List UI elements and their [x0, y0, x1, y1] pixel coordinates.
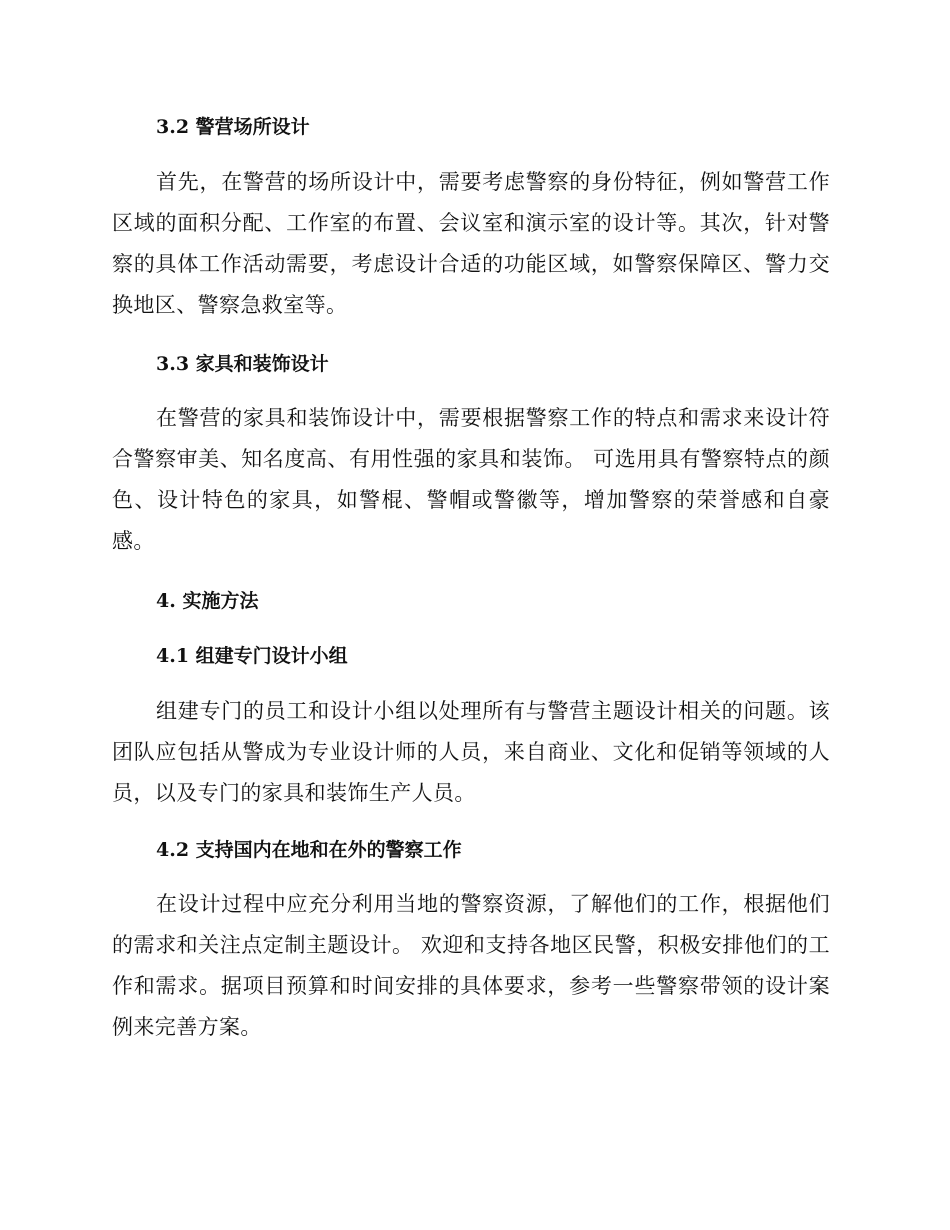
section-heading-4-1: 4.1 组建专门设计小组: [156, 645, 348, 667]
section-heading-4: 4. 实施方法: [156, 590, 259, 612]
section-paragraph-4-1: 组建专门的员工和设计小组以处理所有与警营主题设计相关的问题。该团队应包括从警成为专业设计师的人员，来自商业、文化和促销等领域的人员，以及专门的家具和装饰生产人员。: [112, 699, 830, 805]
section-paragraph-4-2: 在设计过程中应充分利用当地的警察资源，了解他们的工作，根据他们的需求和关注点定制主题设计。 欢迎和支持各地区民警，积极安排他们的工作和需求。据项目预算和时间安排的具体要求，参考一些警察带领的设计案例来完善方案。: [112, 892, 830, 1039]
section-paragraph-3-2: 首先，在警营的场所设计中，需要考虑警察的身份特征，例如警营工作区域的面积分配、工作室的布置、会议室和演示室的设计等。其次，针对警察的具体工作活动需要，考虑设计合适的功能区域，如警察保障区、警力交换地区、警察急救室等。: [112, 170, 830, 317]
section-heading-3-2: 3.2 警营场所设计: [156, 116, 310, 138]
section-heading-4-2: 4.2 支持国内在地和在外的警察工作: [156, 839, 462, 861]
section-paragraph-3-3: 在警营的家具和装饰设计中，需要根据警察工作的特点和需求来设计符合警察审美、知名度高、有用性强的家具和装饰。 可选用具有警察特点的颜色、设计特色的家具，如警棍、警帽或警徽等，增加警察的荣誉感和自豪感。: [112, 406, 830, 553]
section-heading-3-3: 3.3 家具和装饰设计: [156, 353, 329, 375]
